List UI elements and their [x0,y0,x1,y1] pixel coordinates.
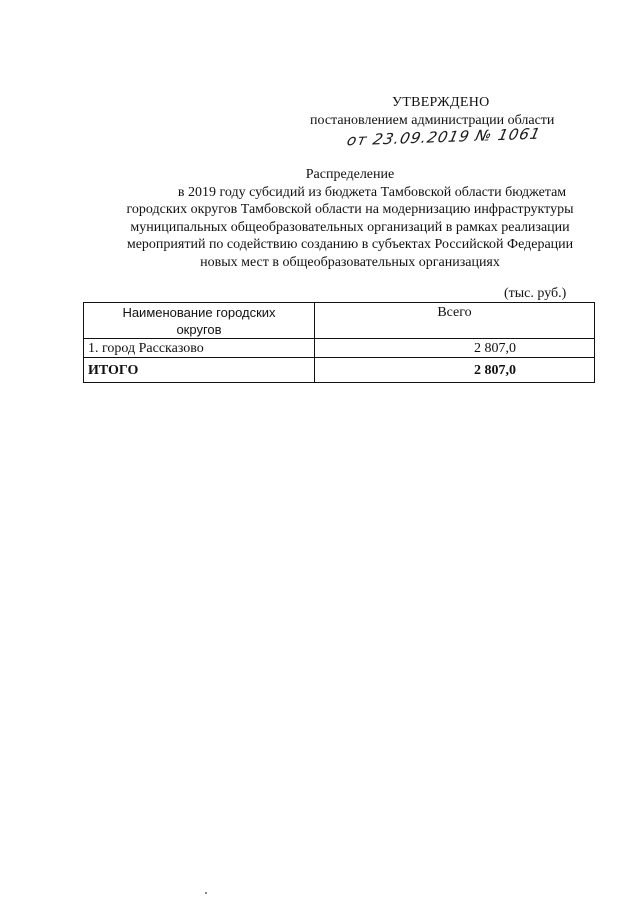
heading-line-3: городских округов Тамбовской области на модернизацию инфраструктуры [126,202,574,217]
header-total: Всего [315,303,595,339]
heading-line-4: муниципальных общеобразовательных организаций в рамках реализации [130,219,570,235]
header-district-name [84,303,315,339]
row-district-name: 1. город Рассказово [84,339,315,358]
header-district-name-line-2: округов [176,322,222,337]
summary-total: 2 807,0 [315,358,595,383]
approval-issuer: постановлением администрации области [310,113,555,128]
subsidy-table [83,302,595,383]
heading-line-1: Распределение [305,167,395,182]
heading-line-2: в 2019 году субсидий из бюджета Тамбовской области бюджетам [177,184,567,200]
heading-line-5: мероприятий по содействию созданию в субъектах Российской Федерации [126,237,574,252]
heading-line-6: новых мест в общеобразовательных организациях [200,254,500,270]
table-summary-row [84,358,595,383]
document-heading [90,166,610,271]
handwritten-decree-reference: от 23.09.2019 № 1061 [345,124,543,150]
table-row [84,339,595,358]
table-header-row [84,303,595,339]
header-district-name-line-1: Наименование городских [122,305,276,320]
row-total: 2 807,0 [315,339,595,358]
summary-label: ИТОГО [84,358,315,383]
scan-artifact-dot [205,892,207,894]
approval-title: УТВЕРЖДЕНО [392,95,490,110]
units-note: (тыс. руб.) [504,286,567,301]
